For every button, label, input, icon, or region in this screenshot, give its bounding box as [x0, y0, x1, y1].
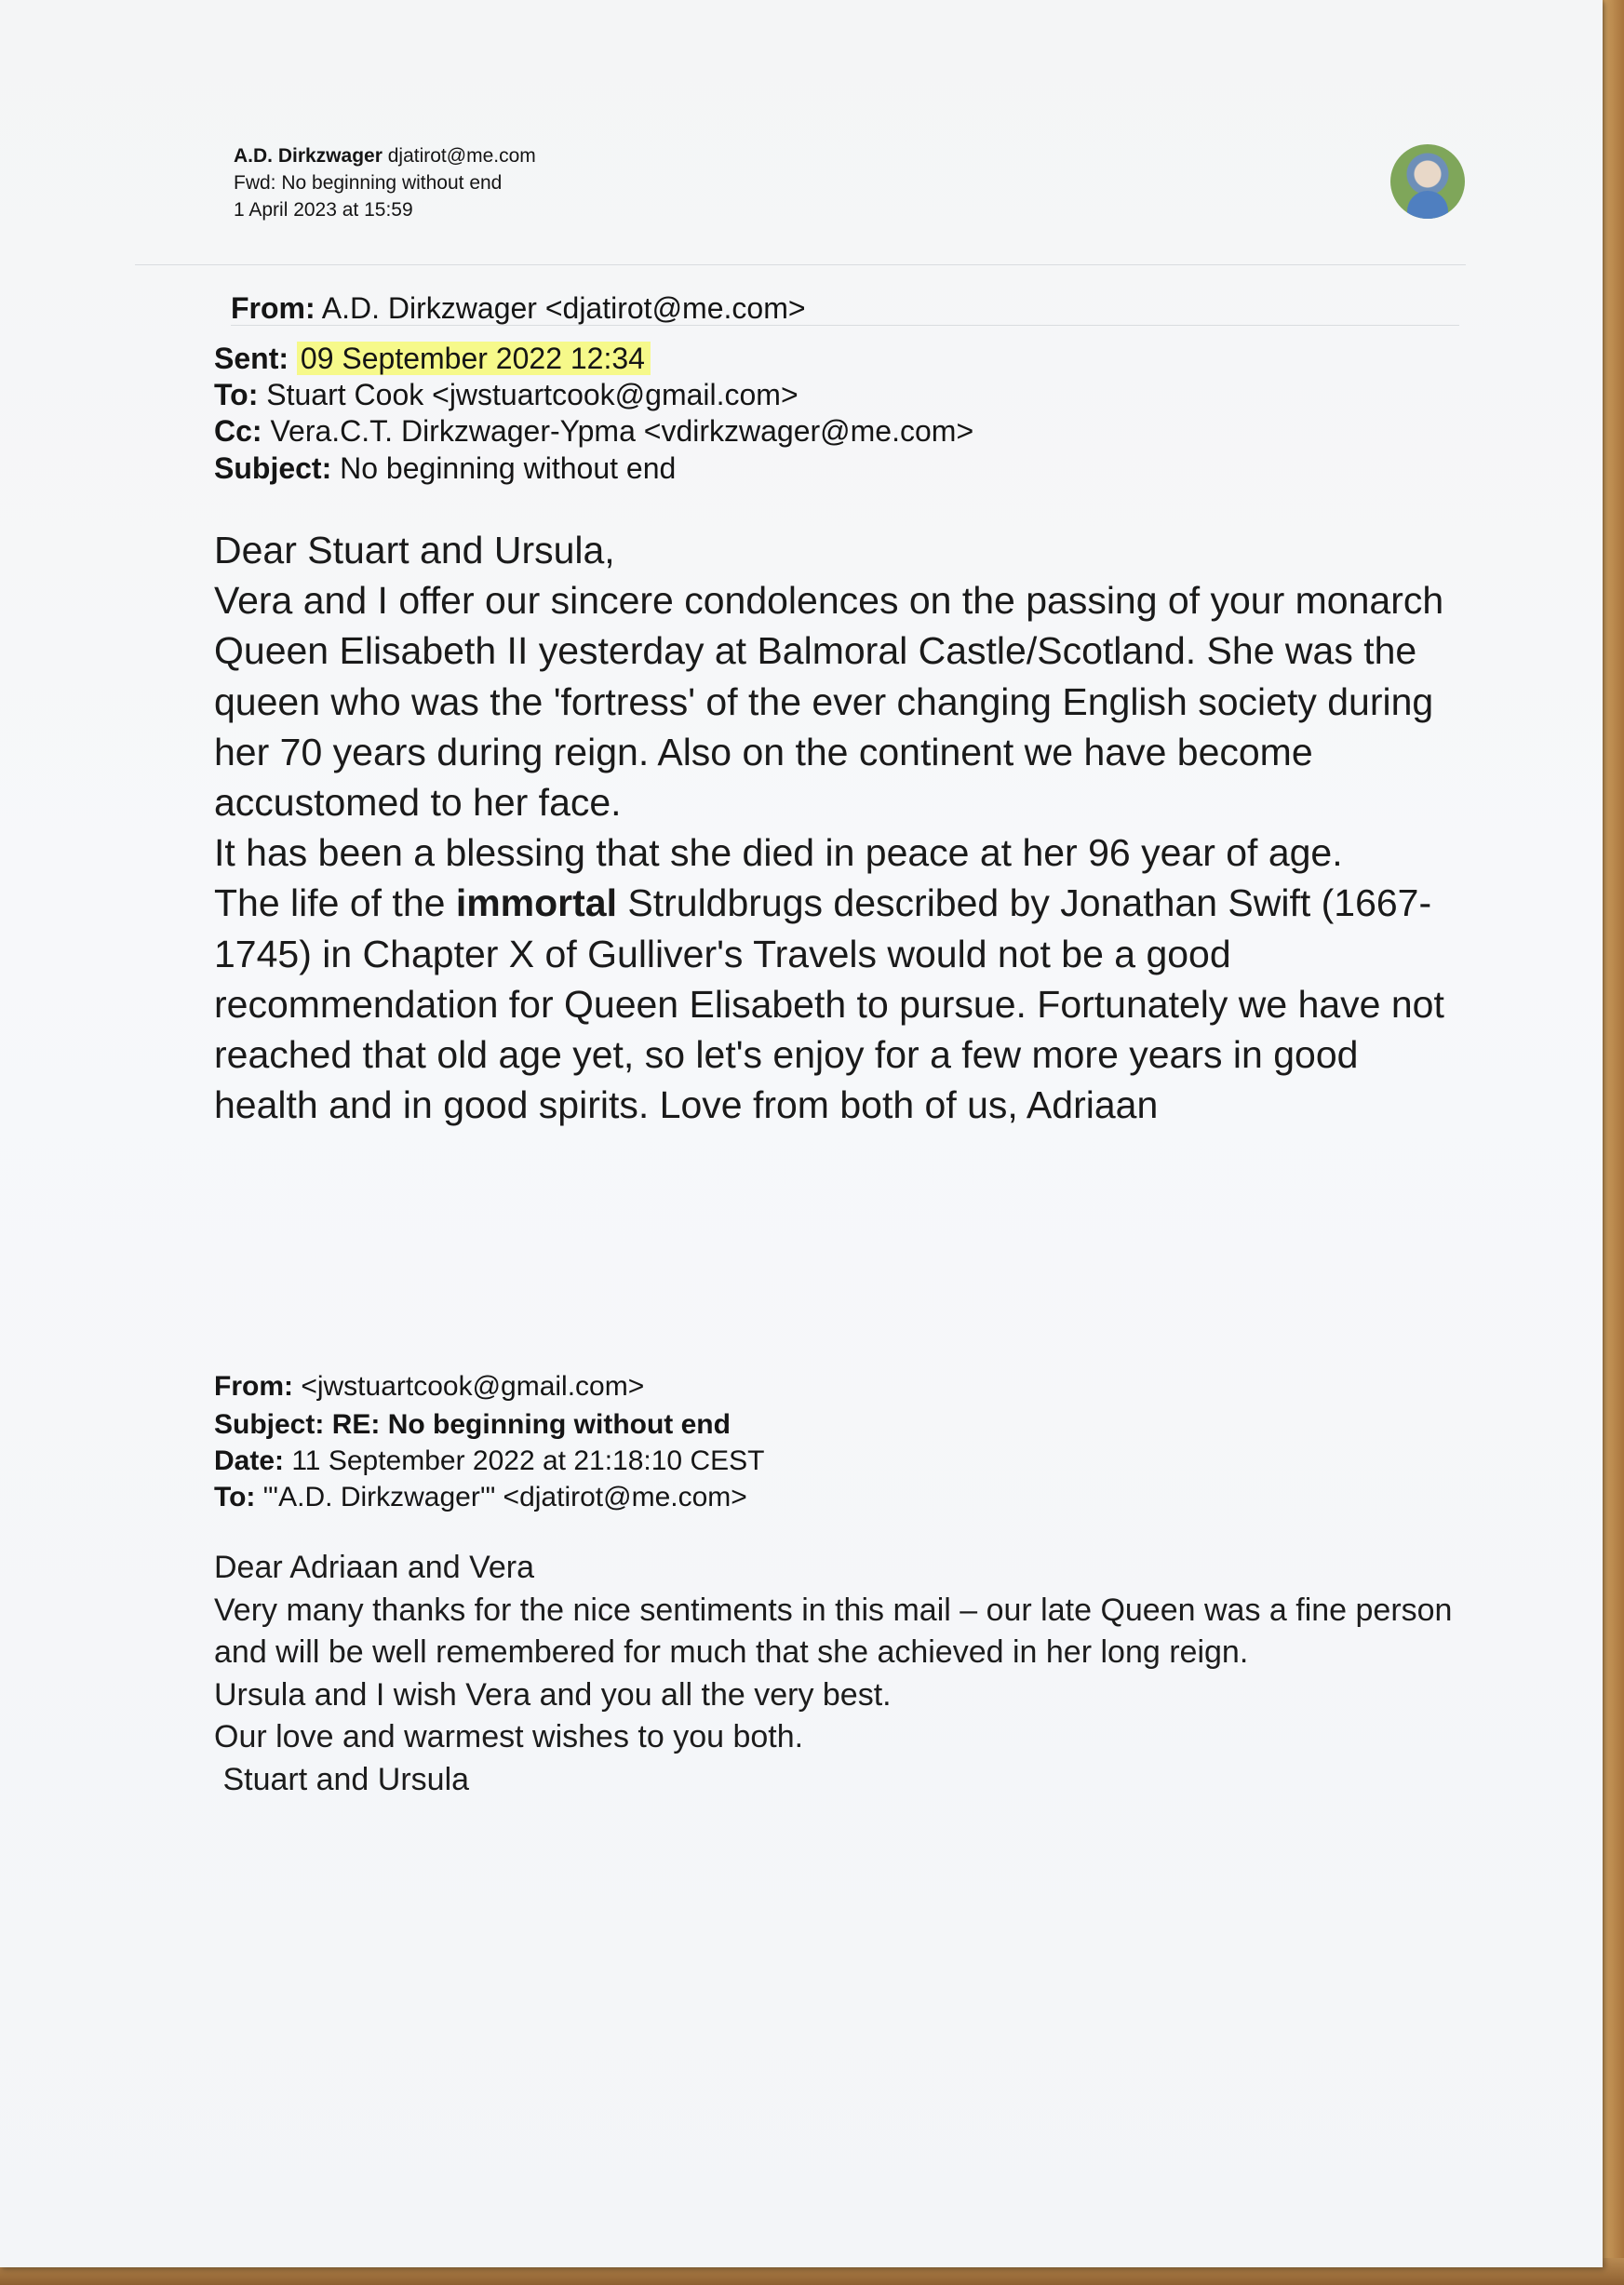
reply-subject-row — [214, 1408, 731, 1442]
reply-to-row — [214, 1481, 747, 1514]
reply-signature: Stuart and Ursula — [214, 1761, 470, 1797]
fw-divider — [231, 325, 1459, 326]
reply-from-row — [214, 1370, 644, 1404]
reply-date-value: 11 September 2022 at 21:18:10 CEST — [284, 1445, 765, 1476]
message-greeting: Dear Stuart and Ursula, — [214, 529, 615, 571]
reply-to-label: To: — [214, 1482, 256, 1512]
fw-to-row — [214, 376, 799, 413]
fw-subject-value: No beginning without end — [331, 451, 677, 485]
fw-subject-label: Subject: — [214, 451, 332, 485]
header-from-email: djatirot@me.com — [387, 145, 536, 167]
header-from-name: A.D. Dirkzwager — [234, 145, 383, 167]
sender-avatar — [1390, 144, 1465, 219]
reply-line-1: Very many thanks for the nice sentiments in this mail – our late Queen was a fine person and will be well remembered for much that she achieved in her long reign. — [214, 1592, 1453, 1670]
fw-from-label: From: — [231, 291, 315, 325]
message-paragraph-3 — [214, 878, 1461, 1130]
reply-date-label: Date: — [214, 1445, 285, 1476]
header-subject-value: Fwd: No beginning without end — [234, 172, 503, 194]
message-paragraph-2: It has been a blessing that she died in peace at her 96 year of age. — [214, 831, 1343, 875]
fw-cc-row — [214, 412, 973, 450]
fw-cc-value: Vera.C.T. Dirkzwager-Ypma <vdirkzwager@me.com> — [262, 414, 974, 448]
fw-to-label: To: — [214, 378, 259, 411]
message-body — [214, 525, 1461, 1130]
fw-sent-row — [214, 340, 651, 377]
reply-from-label: From: — [214, 1371, 293, 1402]
reply-greeting: Dear Adriaan and Vera — [214, 1550, 535, 1585]
fw-from-value: A.D. Dirkzwager <djatirot@me.com> — [315, 291, 806, 325]
reply-from-value: <jwstuartcook@gmail.com> — [293, 1371, 645, 1402]
reply-line-3: Our love and warmest wishes to you both. — [214, 1719, 804, 1754]
message-p3-before: The life of the — [214, 881, 456, 925]
header-divider — [135, 264, 1466, 265]
reply-to-value: "'A.D. Dirkzwager'" <djatirot@me.com> — [255, 1482, 747, 1512]
fw-from-row — [231, 289, 806, 327]
fw-to-value: Stuart Cook <jwstuartcook@gmail.com> — [258, 378, 799, 411]
fw-cc-label: Cc: — [214, 414, 262, 448]
reply-subject-label: Subject: — [214, 1409, 325, 1440]
reply-body — [214, 1547, 1480, 1801]
message-p3-after: Struldbrugs described by Jonathan Swift (1667-1745) in Chapter X of Gulliver's Travels would not be a good recommendation for Queen Elisabeth to pursue. Fortunately we have not reached that old age yet, so let's enjoy for a few more years in good health and in good spirits. Love from both of us, Adriaan — [214, 881, 1444, 1127]
message-paragraph-1: Vera and I offer our sincere condolences on the passing of your monarch Queen Elisabeth II yesterday at Balmoral Castle/Scotland. She was the queen who was the 'fortress' of the ever changing English society during her 70 years during reign. Also on the continent we have become accustomed to her face. — [214, 579, 1444, 825]
header-from-value — [234, 143, 536, 169]
reply-line-2: Ursula and I wish Vera and you all the very best. — [214, 1676, 892, 1713]
reply-date-row — [214, 1445, 764, 1478]
reply-subject-value: RE: No beginning without end — [324, 1409, 731, 1440]
header-date-value: 1 April 2023 at 15:59 — [234, 199, 413, 221]
fw-sent-label: Sent: — [214, 342, 289, 375]
fw-subject-row — [214, 450, 676, 487]
message-p3-bold: immortal — [455, 881, 617, 925]
fw-sent-value-highlighted: 09 September 2022 12:34 — [297, 342, 651, 375]
